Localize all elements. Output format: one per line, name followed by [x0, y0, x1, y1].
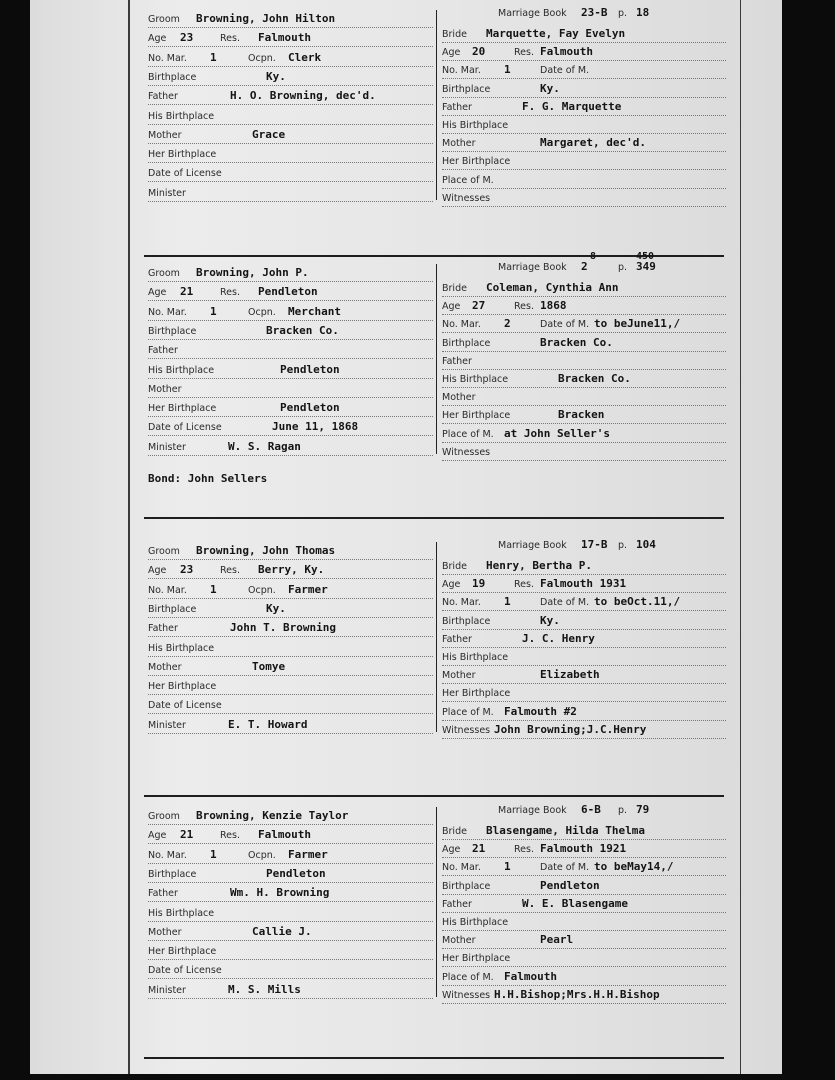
fill-line: [442, 123, 726, 134]
field-label: No. Mar.: [148, 849, 187, 861]
field-label: Date of License: [148, 422, 222, 434]
field-label: Her Birthplace: [442, 156, 511, 168]
field-label: Mother: [442, 670, 476, 682]
field-label: Res.: [514, 47, 534, 59]
bride-witnesses-row: [442, 987, 726, 1008]
groom-groom-value: Browning, John Thomas: [196, 544, 336, 557]
field-label: Mother: [148, 383, 182, 395]
groom-mother-row: [148, 659, 433, 680]
field-label: Bride: [442, 283, 467, 294]
bride-age-row: [442, 47, 726, 65]
page-number-value: 349: [636, 260, 656, 273]
bride-father-row: [442, 631, 726, 652]
field-label: Father: [442, 101, 472, 113]
field-label: Witnesses: [442, 724, 491, 736]
groom-birthplace-row: [148, 69, 433, 90]
field-label: Date of License: [148, 965, 222, 977]
fill-line: [442, 178, 726, 189]
card-divider: [144, 795, 724, 797]
groom-birthplace-value: Ky.: [266, 69, 286, 83]
field-label: Birthplace: [442, 615, 491, 627]
groom-his-birthplace-row: [148, 643, 433, 661]
bride-witnesses-value: H.H.Bishop;Mrs.H.H.Bishop: [494, 987, 660, 1001]
groom-her-birthplace-row: [148, 403, 433, 421]
field-label: Mother: [442, 138, 476, 150]
field-label: Father: [442, 355, 472, 367]
groom-mother-value: Callie J.: [252, 924, 312, 938]
card-divider: [144, 517, 724, 519]
field-label: Groom: [148, 14, 180, 25]
field-label: Res.: [514, 844, 534, 856]
field-label: His Birthplace: [442, 120, 509, 131]
fill-line: [148, 911, 433, 922]
groom-res-value: Pendleton: [258, 285, 318, 299]
groom-no-mar-value: 1: [210, 847, 217, 861]
field-label: Age: [148, 565, 167, 577]
fill-line: [442, 938, 726, 949]
bride-her-birthplace-row: [442, 953, 726, 971]
bride-mother-value: Pearl: [540, 933, 574, 947]
groom-groom-value: Browning, John Hilton: [196, 12, 336, 25]
groom-res-value: Falmouth: [258, 828, 311, 842]
marriage-book-row: [498, 8, 726, 26]
field-label: Mother: [148, 661, 182, 673]
groom-groom-row: [148, 811, 433, 829]
field-label: Age: [148, 33, 167, 45]
bride-his-birthplace-row: [442, 374, 726, 392]
field-label: Minister: [148, 984, 186, 996]
field-label: Ocpn.: [248, 849, 276, 861]
bride-father-row: [442, 99, 726, 120]
book-superscript: 8: [590, 251, 597, 262]
groom-no-mar-row: [148, 582, 433, 603]
field-label: Age: [442, 844, 461, 856]
groom-date-of-license-row: [148, 168, 433, 186]
bride-bride-value: Marquette, Fay Evelyn: [486, 27, 626, 40]
field-label: Res.: [220, 830, 240, 842]
fill-line: [442, 710, 726, 721]
field-label: Birthplace: [442, 880, 491, 892]
fill-line: [442, 395, 726, 406]
page-label: p.: [618, 805, 628, 816]
field-label: Birthplace: [148, 71, 197, 83]
groom-no-mar-value: 1: [210, 582, 217, 596]
bride-date-of-m-value: to beJune11,/: [594, 317, 681, 331]
marriage-card: [100, 540, 730, 795]
fill-line: [148, 646, 433, 657]
field-label: No. Mar.: [148, 306, 187, 318]
field-label: Her Birthplace: [148, 681, 217, 693]
field-label: His Birthplace: [148, 364, 215, 376]
fill-line: [442, 920, 726, 931]
fill-line: [442, 956, 726, 967]
groom-ocpn-value: Merchant: [288, 304, 341, 318]
marriage-book-label: Marriage Book: [498, 540, 567, 551]
bride-his-birthplace-row: [442, 917, 726, 935]
marriage-card: [100, 8, 730, 255]
page-number-value: 18: [636, 6, 650, 19]
field-label: No. Mar.: [442, 319, 481, 331]
marriage-book-label: Marriage Book: [498, 805, 567, 816]
groom-mother-value: Grace: [252, 127, 286, 141]
groom-minister-value: E. T. Howard: [228, 717, 308, 731]
groom-her-birthplace-row: [148, 681, 433, 699]
groom-birthplace-value: Ky.: [266, 601, 286, 615]
fill-line: [148, 152, 433, 163]
field-label: Mother: [442, 935, 476, 947]
bride-no-mar-value: 1: [504, 860, 511, 874]
groom-date-of-license-value: June 11, 1868: [272, 420, 359, 434]
fill-line: [148, 703, 433, 714]
field-label: His Birthplace: [148, 642, 215, 654]
field-label: Father: [148, 623, 178, 635]
groom-minister-row: [148, 439, 433, 460]
right-margin-line: [740, 0, 741, 1074]
field-label: Age: [442, 47, 461, 59]
bride-age-row: [442, 844, 726, 862]
bride-witnesses-row: [442, 447, 726, 465]
field-label: Ocpn.: [248, 52, 276, 64]
bride-no-mar-value: 1: [504, 63, 511, 77]
bride-res-value: Falmouth 1931: [540, 577, 627, 591]
fill-line: [148, 114, 433, 125]
marriage-book-row: [498, 805, 726, 823]
bride-father-value: W. E. Blasengame: [522, 896, 628, 910]
groom-res-value: Berry, Ky.: [258, 563, 325, 577]
bride-res-value: 1868: [540, 299, 567, 313]
bride-bride-value: Blasengame, Hilda Thelma: [486, 824, 645, 837]
field-label: Groom: [148, 546, 180, 557]
groom-age-value: 21: [180, 285, 194, 299]
book-number-value: 6-B: [581, 803, 601, 816]
bride-place-of-m-row: [442, 426, 726, 447]
column-divider: [436, 264, 437, 454]
page-number-value: 79: [636, 803, 650, 816]
column-divider: [436, 807, 437, 997]
bride-res-value: Falmouth: [540, 45, 593, 59]
field-label: Date of M.: [540, 319, 590, 331]
bride-no-mar-row: [442, 65, 726, 83]
groom-minister-row: [148, 188, 433, 206]
bride-age-value: 27: [472, 299, 486, 313]
bride-his-birthplace-value: Bracken Co.: [558, 372, 631, 385]
bride-birthplace-value: Bracken Co.: [540, 335, 613, 349]
groom-no-mar-row: [148, 304, 433, 325]
groom-no-mar-row: [148, 50, 433, 71]
field-label: Res.: [514, 579, 534, 591]
groom-minister-row: [148, 982, 433, 1003]
groom-father-row: [148, 345, 433, 363]
field-label: Ocpn.: [248, 584, 276, 596]
book-number-value: 23-B: [581, 6, 608, 19]
column-divider: [436, 10, 437, 200]
bride-birthplace-value: Pendleton: [540, 878, 600, 892]
field-label: Father: [148, 888, 178, 900]
field-label: Bride: [442, 826, 467, 837]
marriage-card: [100, 805, 730, 1057]
bride-place-of-m-value: Falmouth: [504, 969, 557, 983]
groom-age-row: [148, 287, 433, 305]
groom-mother-row: [148, 924, 433, 945]
field-label: Minister: [148, 719, 186, 731]
marriage-book-label: Marriage Book: [498, 262, 567, 273]
field-label: Res.: [514, 301, 534, 313]
field-label: Place of M.: [442, 971, 494, 983]
field-label: Ocpn.: [248, 306, 276, 318]
field-label: Res.: [220, 565, 240, 577]
groom-father-value: Wm. H. Browning: [230, 886, 330, 900]
field-label: Father: [442, 898, 472, 910]
field-label: Age: [148, 830, 167, 842]
fill-line: [442, 691, 726, 702]
groom-birthplace-value: Pendleton: [266, 866, 326, 880]
groom-birthplace-row: [148, 866, 433, 887]
field-label: Father: [148, 345, 178, 357]
groom-no-mar-value: 1: [210, 50, 217, 64]
bride-father-row: [442, 896, 726, 917]
field-label: Age: [442, 301, 461, 313]
field-label: Witnesses: [442, 989, 491, 1001]
field-label: Birthplace: [148, 603, 197, 615]
field-label: Her Birthplace: [148, 946, 217, 958]
groom-ocpn-value: Farmer: [288, 582, 328, 596]
groom-minister-value: M. S. Mills: [228, 982, 301, 996]
field-label: No. Mar.: [148, 52, 187, 64]
groom-age-row: [148, 565, 433, 583]
groom-groom-value: Browning, John P.: [196, 266, 309, 279]
bride-place-of-m-value: at John Seller's: [504, 426, 610, 440]
field-label: Minister: [148, 187, 186, 199]
groom-groom-value: Browning, Kenzie Taylor: [196, 809, 349, 822]
groom-his-birthplace-row: [148, 362, 433, 383]
groom-groom-row: [148, 546, 433, 564]
bride-date-of-m-value: to beOct.11,/: [594, 595, 681, 609]
page-label: p.: [618, 540, 628, 551]
field-label: Mother: [148, 129, 182, 141]
groom-no-mar-value: 1: [210, 304, 217, 318]
field-label: Her Birthplace: [442, 410, 511, 422]
fill-line: [148, 387, 433, 398]
fill-line: [442, 87, 726, 98]
groom-her-birthplace-row: [148, 946, 433, 964]
field-label: No. Mar.: [442, 597, 481, 609]
page-number-value: 104: [636, 538, 656, 551]
field-label: Res.: [220, 33, 240, 45]
bride-age-row: [442, 579, 726, 597]
groom-father-row: [148, 888, 433, 906]
groom-her-birthplace-row: [148, 149, 433, 167]
field-label: Father: [442, 633, 472, 645]
fill-line: [148, 968, 433, 979]
fill-line: [148, 191, 433, 202]
field-label: Res.: [220, 287, 240, 299]
groom-father-value: John T. Browning: [230, 621, 336, 635]
groom-minister-value: W. S. Ragan: [228, 439, 301, 453]
field-label: Birthplace: [148, 325, 197, 337]
fill-line: [148, 75, 433, 86]
book-number-value: 17-B: [581, 538, 608, 551]
fill-line: [442, 196, 726, 207]
bride-witnesses-row: [442, 722, 726, 743]
bride-mother-row: [442, 670, 726, 688]
groom-birthplace-row: [148, 601, 433, 622]
field-label: No. Mar.: [148, 584, 187, 596]
bride-bride-value: Coleman, Cynthia Ann: [486, 281, 619, 294]
groom-date-of-license-row: [148, 965, 433, 983]
groom-no-mar-row: [148, 847, 433, 868]
field-label: Age: [442, 579, 461, 591]
groom-date-of-license-row: [148, 700, 433, 718]
fill-line: [148, 665, 433, 676]
bride-mother-value: Margaret, dec'd.: [540, 136, 646, 150]
field-label: Birthplace: [442, 337, 491, 349]
field-label: Place of M.: [442, 174, 494, 186]
groom-father-row: [148, 91, 433, 109]
bride-birthplace-row: [442, 335, 726, 356]
bride-witnesses-value: John Browning;J.C.Henry: [494, 722, 647, 736]
fill-line: [148, 348, 433, 359]
field-label: Birthplace: [442, 83, 491, 95]
field-label: No. Mar.: [442, 65, 481, 77]
groom-minister-row: [148, 717, 433, 738]
bride-mother-row: [442, 138, 726, 156]
groom-age-row: [148, 830, 433, 848]
groom-ocpn-value: Farmer: [288, 847, 328, 861]
groom-her-birthplace-value: Pendleton: [280, 401, 340, 415]
bride-her-birthplace-value: Bracken: [558, 408, 605, 422]
groom-his-birthplace-value: Pendleton: [280, 362, 340, 376]
fill-line: [148, 607, 433, 618]
page-label: p.: [618, 262, 628, 273]
groom-date-of-license-row: [148, 422, 433, 440]
bride-age-value: 21: [472, 842, 486, 856]
groom-age-value: 23: [180, 563, 194, 577]
field-label: Place of M.: [442, 706, 494, 718]
bride-her-birthplace-row: [442, 688, 726, 706]
bride-res-value: Falmouth 1921: [540, 842, 627, 856]
bride-mother-value: Elizabeth: [540, 668, 600, 682]
bride-age-value: 19: [472, 577, 486, 591]
bride-birthplace-value: Ky.: [540, 613, 560, 627]
bride-her-birthplace-row: [442, 156, 726, 174]
groom-birthplace-value: Bracken Co.: [266, 323, 339, 337]
groom-his-birthplace-row: [148, 908, 433, 926]
groom-his-birthplace-row: [148, 111, 433, 129]
groom-groom-row: [148, 268, 433, 286]
field-label: His Birthplace: [442, 652, 509, 663]
fill-line: [148, 949, 433, 960]
field-label: Witnesses: [442, 446, 491, 458]
field-label: Her Birthplace: [442, 953, 511, 965]
field-label: Bride: [442, 561, 467, 572]
bride-no-mar-value: 1: [504, 595, 511, 609]
fill-line: [442, 450, 726, 461]
groom-father-value: H. O. Browning, dec'd.: [230, 89, 376, 103]
bride-witnesses-row: [442, 193, 726, 211]
field-label: Her Birthplace: [148, 403, 217, 415]
groom-birthplace-row: [148, 323, 433, 344]
field-label: Groom: [148, 268, 180, 279]
field-label: His Birthplace: [148, 110, 215, 122]
field-label: His Birthplace: [148, 907, 215, 919]
bride-age-value: 20: [472, 45, 486, 59]
groom-groom-row: [148, 14, 433, 32]
book-number-value: 2: [581, 260, 588, 273]
fill-line: [148, 171, 433, 182]
page-superscript: 450: [636, 251, 655, 262]
groom-age-row: [148, 33, 433, 51]
bride-birthplace-value: Ky.: [540, 81, 560, 95]
field-label: Mother: [148, 926, 182, 938]
field-label: Date of M.: [540, 597, 590, 609]
bond-note: Bond: John Sellers: [148, 472, 268, 485]
bride-father-value: F. G. Marquette: [522, 99, 622, 113]
marriage-card: [100, 251, 730, 517]
field-label: Date of License: [148, 168, 222, 180]
bride-place-of-m-row: [442, 175, 726, 193]
fill-line: [148, 133, 433, 144]
page-label: p.: [618, 8, 628, 19]
bride-date-of-m-value: to beMay14,/: [594, 860, 674, 874]
field-label: Mother: [442, 392, 476, 404]
field-label: Father: [148, 91, 178, 103]
field-label: Date of License: [148, 700, 222, 712]
groom-mother-row: [148, 127, 433, 148]
field-label: His Birthplace: [442, 917, 509, 928]
field-label: His Birthplace: [442, 374, 509, 385]
bride-age-row: [442, 301, 726, 319]
groom-age-value: 23: [180, 31, 194, 45]
field-label: Place of M.: [442, 428, 494, 440]
bride-mother-row: [442, 935, 726, 953]
field-label: Her Birthplace: [148, 149, 217, 161]
bride-father-value: J. C. Henry: [522, 631, 595, 645]
bride-bride-value: Henry, Bertha P.: [486, 559, 592, 572]
field-label: Date of M.: [540, 65, 590, 77]
groom-mother-value: Tomye: [252, 659, 286, 673]
field-label: Minister: [148, 441, 186, 453]
groom-father-row: [148, 623, 433, 641]
field-label: Age: [148, 287, 167, 299]
field-label: Bride: [442, 29, 467, 40]
field-label: No. Mar.: [442, 862, 481, 874]
field-label: Date of M.: [540, 862, 590, 874]
card-divider: [144, 1057, 724, 1059]
field-label: Her Birthplace: [442, 688, 511, 700]
marriage-book-row: [498, 251, 726, 280]
fill-line: [442, 975, 726, 986]
groom-ocpn-value: Clerk: [288, 50, 322, 64]
column-divider: [436, 542, 437, 732]
groom-age-value: 21: [180, 828, 194, 842]
fill-line: [442, 619, 726, 630]
fill-line: [442, 655, 726, 666]
marriage-book-row: [498, 540, 726, 558]
fill-line: [148, 684, 433, 695]
bride-no-mar-value: 2: [504, 317, 511, 331]
groom-mother-row: [148, 384, 433, 402]
fill-line: [442, 159, 726, 170]
bride-place-of-m-value: Falmouth #2: [504, 704, 577, 718]
bride-no-mar-row: [442, 597, 726, 615]
marriage-book-label: Marriage Book: [498, 8, 567, 19]
fill-line: [442, 359, 726, 370]
field-label: Groom: [148, 811, 180, 822]
field-label: Birthplace: [148, 868, 197, 880]
field-label: Witnesses: [442, 192, 491, 204]
groom-res-value: Falmouth: [258, 31, 311, 45]
